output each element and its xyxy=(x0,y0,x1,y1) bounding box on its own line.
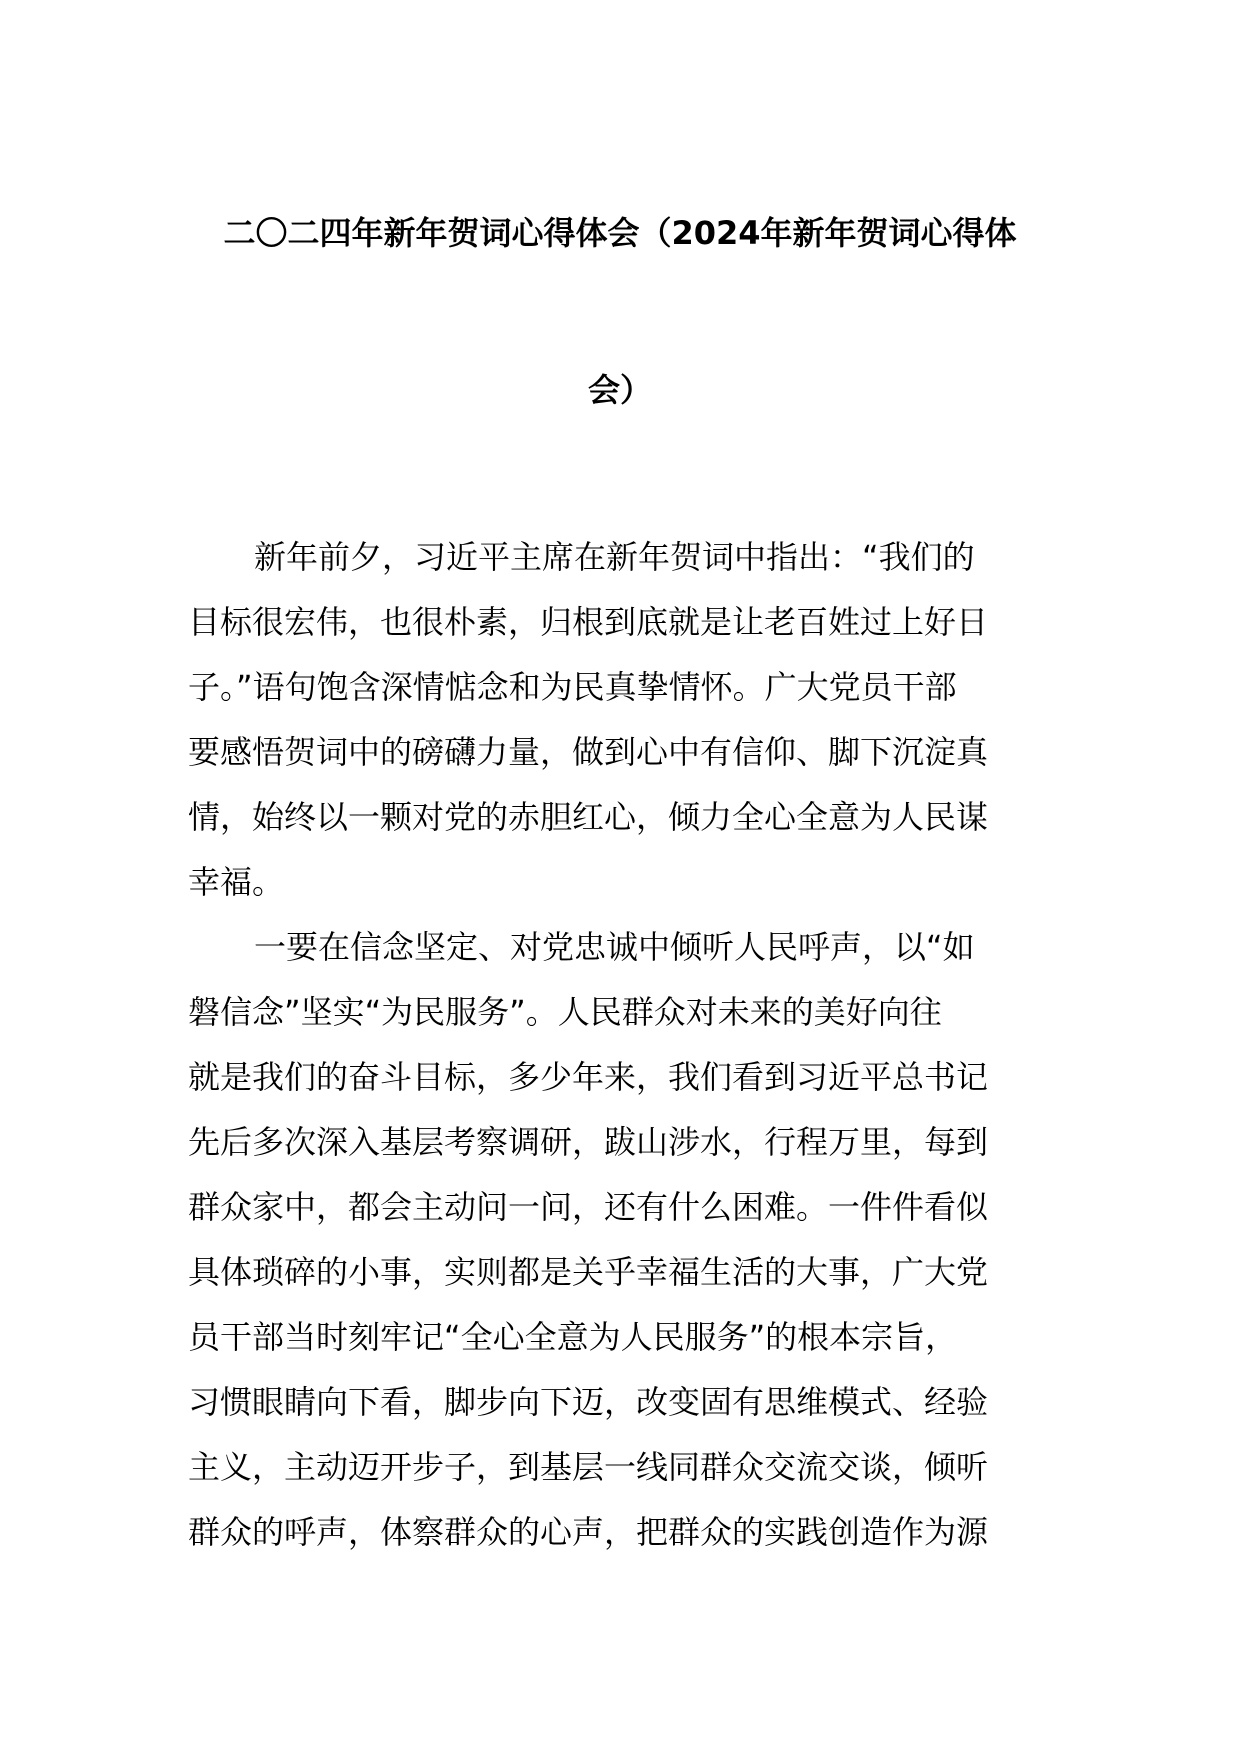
document-title-line-2: 会） xyxy=(587,371,652,409)
paragraph-line: 子。”语句饱含深情惦念和为民真挚情怀。广大党员干部 xyxy=(188,668,957,706)
paragraph-line: 具体琐碎的小事，实则都是关乎幸福生活的大事，广大党 xyxy=(188,1253,989,1291)
paragraph-line: 磐信念”坚实“为民服务”。人民群众对未来的美好向往 xyxy=(188,993,942,1031)
paragraph-line: 目标很宏伟，也很朴素，归根到底就是让老百姓过上好日 xyxy=(188,603,989,641)
paragraph-line: 群众家中，都会主动问一问，还有什么困难。一件件看似 xyxy=(188,1188,989,1226)
paragraph-line: 群众的呼声，体察群众的心声，把群众的实践创造作为源 xyxy=(188,1513,989,1551)
paragraph-line: 要感悟贺词中的磅礴力量，做到心中有信仰、脚下沉淀真 xyxy=(188,733,989,771)
document-title-line-1: 二〇二四年新年贺词心得体会（2024年新年贺词心得体 xyxy=(223,214,1017,252)
document-body xyxy=(188,525,1062,1565)
line-text: 一要在信念坚定、对党忠诚中倾听人民呼声，以“如 xyxy=(254,928,975,966)
paragraph-line xyxy=(188,915,1062,980)
paragraph-1 xyxy=(188,525,1062,915)
line-text: 新年前夕，习近平主席在新年贺词中指出：“我们的 xyxy=(254,538,975,576)
paragraph-line xyxy=(188,525,1062,590)
paragraph-line: 员干部当时刻牢记“全心全意为人民服务”的根本宗旨， xyxy=(188,1318,958,1356)
paragraph-line: 就是我们的奋斗目标，多少年来，我们看到习近平总书记 xyxy=(188,1058,989,1096)
paragraph-line: 情，始终以一颗对党的赤胆红心，倾力全心全意为人民谋 xyxy=(188,798,989,836)
paragraph-line: 幸福。 xyxy=(188,863,285,901)
paragraph-line: 先后多次深入基层考察调研，跋山涉水，行程万里，每到 xyxy=(188,1123,989,1161)
paragraph-line: 主义，主动迈开步子，到基层一线同群众交流交谈，倾听 xyxy=(188,1448,989,1486)
paragraph-line: 习惯眼睛向下看，脚步向下迈，改变固有思维模式、经验 xyxy=(188,1383,989,1421)
paragraph-2 xyxy=(188,915,1062,1565)
